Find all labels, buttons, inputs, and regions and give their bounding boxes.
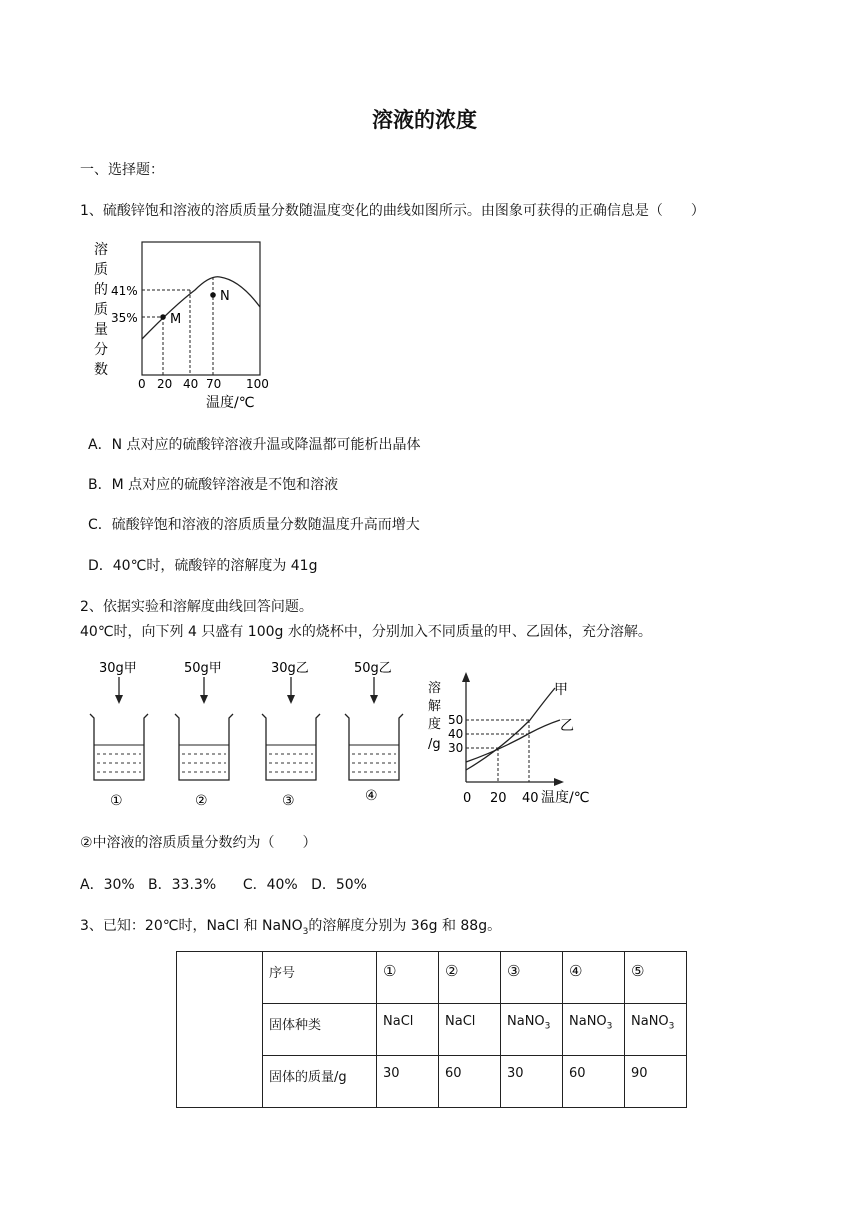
q2-ytick: 40 — [448, 727, 464, 741]
q1-label-n: N — [220, 289, 230, 304]
beaker-1 — [90, 661, 148, 809]
table-header-cell: 固体的质量/g — [263, 1056, 377, 1108]
q3-table — [176, 951, 687, 1108]
q1-xtick: 20 — [157, 377, 173, 391]
q2-series-b-label: 乙 — [560, 718, 574, 734]
q1-stem: 1、硫酸锌饱和溶液的溶质质量分数随温度变化的曲线如图所示。由图象可获得的正确信息是（ ） — [80, 203, 705, 219]
q1-ylabel-char: 质 — [94, 302, 108, 318]
beaker-4-num: ④ — [365, 788, 378, 804]
table-cell: ⑤ — [625, 952, 687, 1004]
q1-ylabel-char: 的 — [94, 282, 108, 298]
table-cell: 60 — [439, 1056, 501, 1108]
q1-xlabel: 温度/℃ — [206, 395, 255, 411]
table-cell: 30 — [501, 1056, 563, 1108]
q2-xtick: 40 — [522, 791, 539, 806]
beaker-2-label: 50g甲 — [184, 661, 222, 676]
q1-ylabel-char: 数 — [94, 362, 108, 378]
q2-ytick: 30 — [448, 741, 464, 755]
q2-xlabel: 温度/℃ — [541, 790, 590, 806]
beaker-3 — [262, 661, 320, 809]
table-header-cell: 序号 — [263, 952, 377, 1004]
table-cell: NaCl — [377, 1004, 439, 1056]
q1-option-c: C．硫酸锌饱和溶液的溶质质量分数随温度升高而增大 — [88, 517, 420, 533]
beaker-4 — [345, 661, 403, 804]
q1-ylabel-char: 溶 — [94, 242, 108, 258]
q1-xtick: 0 — [138, 377, 146, 391]
q1-option-b: B．M 点对应的硫酸锌溶液是不饱和溶液 — [88, 477, 339, 493]
q2-ylabel-char: 解 — [428, 699, 442, 714]
q1-ytick: 41% — [111, 284, 138, 298]
q1-plot-frame — [142, 242, 260, 375]
q2-ylabel-char: 度 — [428, 717, 442, 732]
q2-series-a-label: 甲 — [554, 682, 568, 698]
q1-option-a: A．N 点对应的硫酸锌溶液升温或降温都可能析出晶体 — [88, 437, 421, 453]
q1-ylabel-char: 分 — [94, 342, 108, 358]
table-cell: 90 — [625, 1056, 687, 1108]
beaker-1-num: ① — [110, 793, 123, 809]
table-row — [177, 952, 687, 1004]
q2-stem-1: 2、依据实验和溶解度曲线回答问题。 — [80, 599, 313, 615]
q2-figure — [80, 650, 600, 815]
table-cell: NaNO$_3$ — [501, 1004, 563, 1056]
beaker-2-num: ② — [195, 793, 208, 809]
q1-xtick: 70 — [206, 377, 222, 391]
q1-ylabel-char: 质 — [94, 262, 108, 278]
q1-ytick: 35% — [111, 311, 138, 325]
q2-question: ②中溶液的溶质质量分数约为（ ） — [80, 835, 317, 851]
q3-stem: 3、已知：20℃时，NaCl 和 NaNO$_3$的溶解度分别为 36g 和 88g。 — [80, 918, 502, 937]
q1-point-n — [210, 292, 216, 298]
q1-curve — [142, 277, 260, 339]
q2-xtick: 0 — [463, 791, 472, 806]
beaker-1-label: 30g甲 — [99, 661, 137, 676]
beaker-2 — [175, 661, 233, 809]
table-cell: 60 — [563, 1056, 625, 1108]
beaker-3-num: ③ — [282, 793, 295, 809]
q1-xtick: 100 — [246, 377, 269, 391]
q1-option-d: D．40℃时，硫酸锌的溶解度为 41g — [88, 558, 318, 574]
table-cell: ④ — [563, 952, 625, 1004]
q1-figure — [80, 235, 280, 415]
q2-xtick: 20 — [490, 791, 507, 806]
beaker-4-label: 50g乙 — [354, 661, 392, 676]
q2-options: A．30% B．33.3% C．40% D．50% — [80, 877, 367, 893]
q2-ylabel-char: /g — [428, 737, 441, 752]
table-cell: ② — [439, 952, 501, 1004]
page-title: 溶液的浓度 — [372, 107, 477, 132]
table-cell: NaCl — [439, 1004, 501, 1056]
beaker-3-label: 30g乙 — [271, 661, 309, 676]
table-cell: NaNO$_3$ — [625, 1004, 687, 1056]
section-heading: 一、选择题： — [80, 162, 164, 178]
q1-point-m — [160, 314, 166, 320]
q1-label-m: M — [170, 312, 182, 327]
table-cell: ③ — [501, 952, 563, 1004]
table-blank-cell — [177, 952, 263, 1108]
q2-curve-b — [466, 720, 560, 762]
q1-ylabel-char: 量 — [94, 322, 108, 338]
q2-solubility-graph — [428, 672, 589, 806]
q2-ylabel-char: 溶 — [428, 681, 442, 696]
table-cell: NaNO$_3$ — [563, 1004, 625, 1056]
table-header-cell: 固体种类 — [263, 1004, 377, 1056]
q1-xtick: 40 — [183, 377, 199, 391]
table-cell: ① — [377, 952, 439, 1004]
table-cell: 30 — [377, 1056, 439, 1108]
q2-stem-2: 40℃时，向下列 4 只盛有 100g 水的烧杯中，分别加入不同质量的甲、乙固体，充分溶解。 — [80, 624, 652, 640]
q1-y-label — [94, 241, 108, 378]
q2-ytick: 50 — [448, 713, 464, 727]
